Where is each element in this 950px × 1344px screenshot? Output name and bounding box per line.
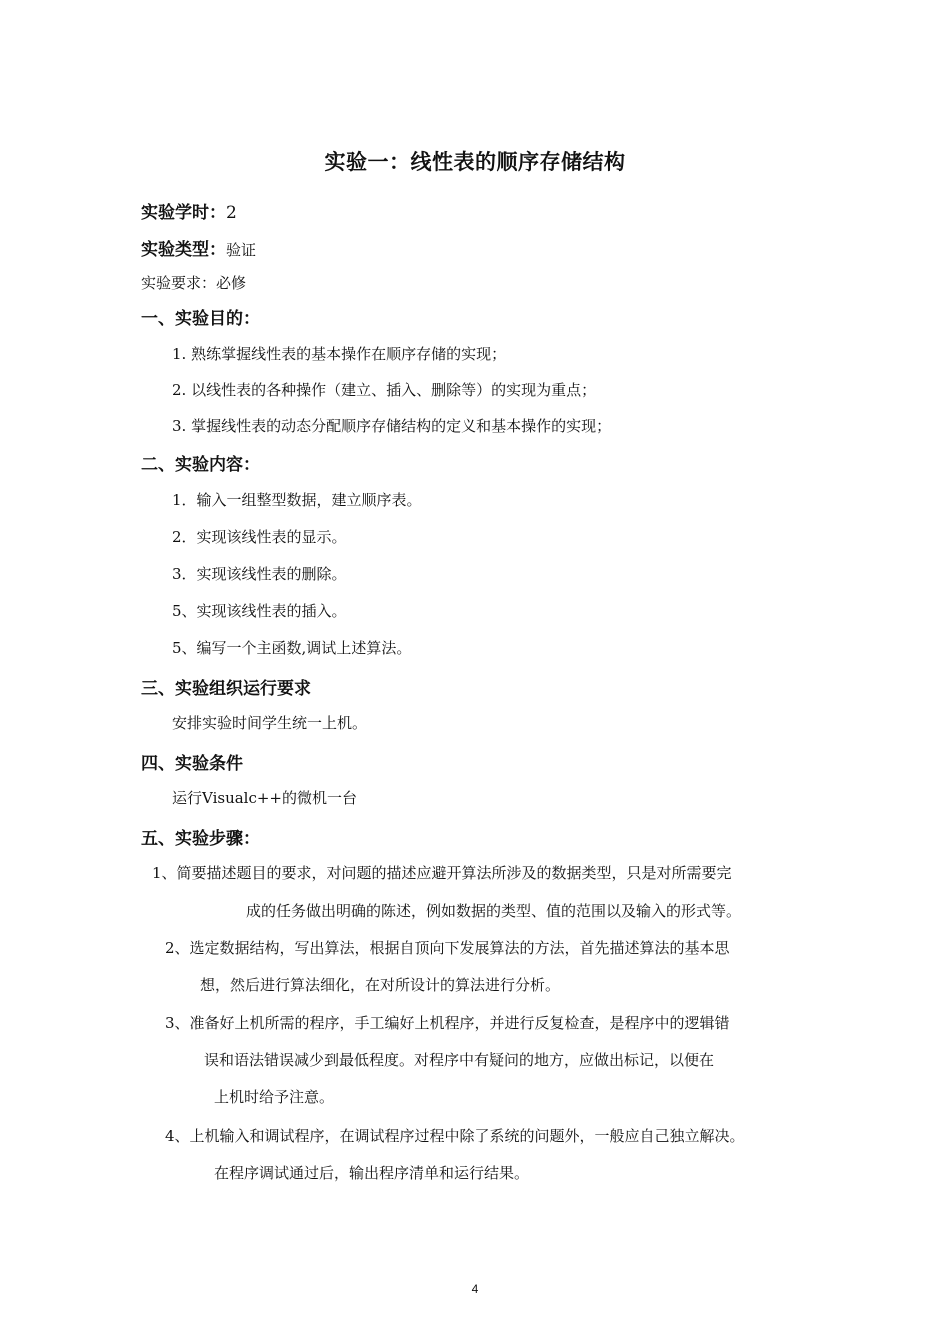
list-item: 3．实现该线性表的删除。 [172, 565, 347, 583]
list-item: 2．实现该线性表的显示。 [172, 528, 347, 546]
experiment-type [141, 235, 256, 260]
experiment-requirement: 实验要求：必修 [141, 274, 247, 292]
step-line: 上机时给予注意。 [214, 1088, 335, 1106]
step-line: 3、准备好上机所需的程序，手工编好上机程序，并进行反复检查，是程序中的逻辑错 [165, 1014, 730, 1032]
step-line: 在程序调试通过后，输出程序清单和运行结果。 [214, 1164, 530, 1182]
section-heading-conditions: 四、实验条件 [141, 754, 243, 774]
step-line: 4、上机输入和调试程序，在调试程序过程中除了系统的问题外，一般应自己独立解决。 [165, 1127, 745, 1145]
step-line: 2、选定数据结构，写出算法，根据自顶向下发展算法的方法，首先描述算法的基本思 [165, 939, 730, 957]
section-heading-purpose: 一、实验目的： [141, 309, 260, 329]
step-line: 误和语法错误减少到最低程度。对程序中有疑问的地方，应做出标记，以便在 [204, 1051, 715, 1069]
page-number: 4 [471, 1282, 479, 1296]
experiment-hours [141, 198, 237, 223]
page-title: 实验一：线性表的顺序存储结构 [324, 150, 626, 174]
hours-value: 2 [226, 203, 237, 223]
step-line: 想，然后进行算法细化，在对所设计的算法进行分析。 [200, 976, 561, 994]
section-heading-organization: 三、实验组织运行要求 [141, 679, 311, 699]
section-text: 安排实验时间学生统一上机。 [172, 714, 368, 732]
type-label: 实验类型： [141, 240, 226, 260]
section-heading-steps: 五、实验步骤： [141, 829, 260, 849]
step-line: 1、简要描述题目的要求，对问题的描述应避开算法所涉及的数据类型，只是对所需要完 [152, 864, 732, 882]
type-value: 验证 [226, 241, 257, 259]
list-item: 5、实现该线性表的插入。 [172, 602, 347, 620]
step-line: 成的任务做出明确的陈述，例如数据的类型、值的范围以及输入的形式等。 [246, 902, 742, 920]
list-item: 1. 熟练掌握线性表的基本操作在顺序存储的实现； [172, 345, 507, 363]
section-heading-content: 二、实验内容： [141, 455, 260, 475]
list-item: 5、编写一个主函数,调试上述算法。 [172, 639, 412, 657]
section-text: 运行Visualc++的微机一台 [172, 789, 358, 807]
hours-label: 实验学时： [141, 203, 226, 223]
list-item: 2. 以线性表的各种操作（建立、插入、删除等）的实现为重点； [172, 381, 597, 399]
list-item: 3. 掌握线性表的动态分配顺序存储结构的定义和基本操作的实现； [172, 417, 612, 435]
list-item: 1．输入一组整型数据，建立顺序表。 [172, 491, 422, 509]
